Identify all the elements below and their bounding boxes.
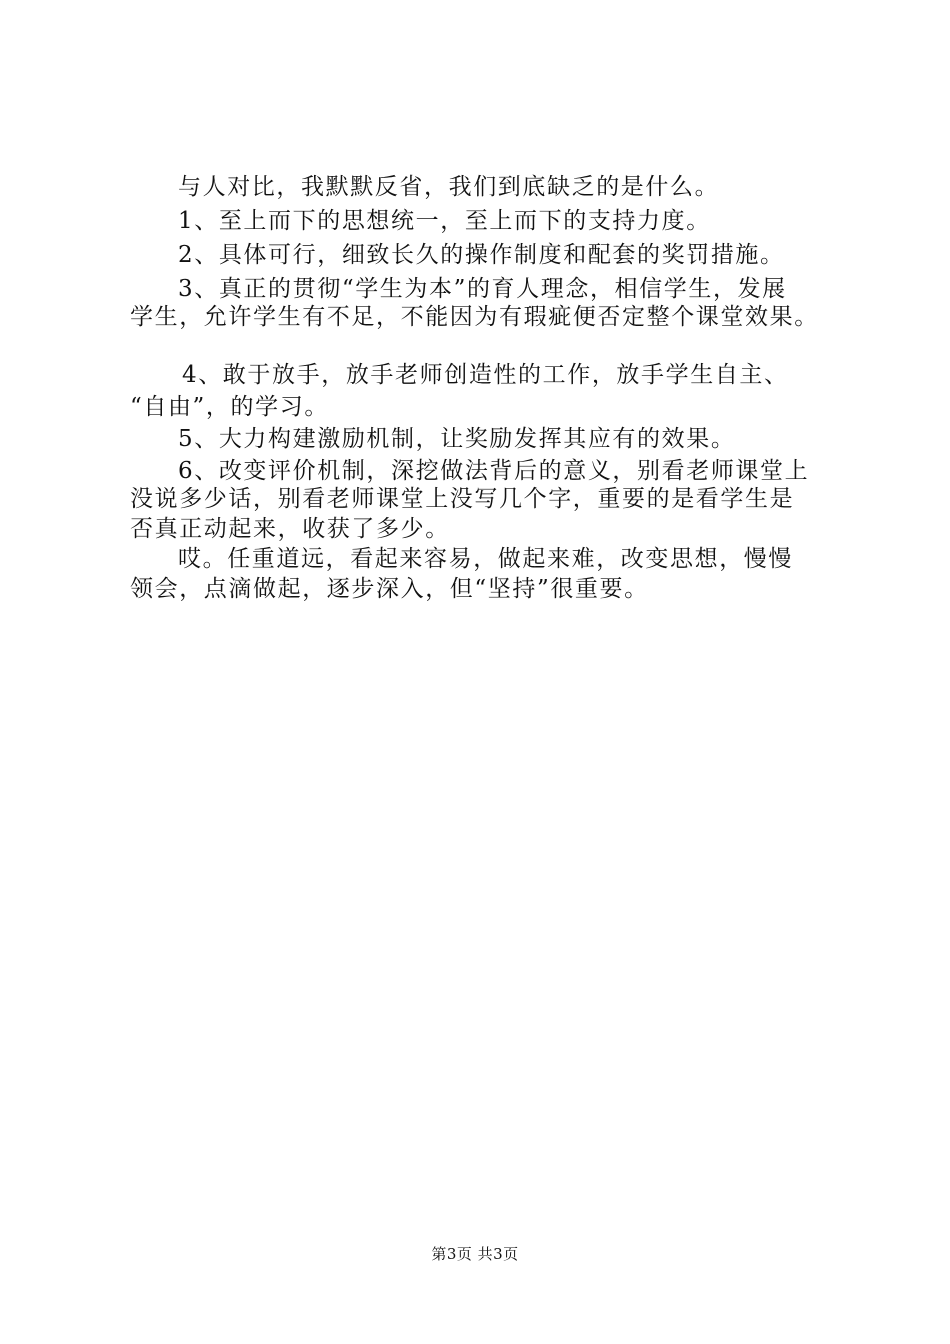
list-item-1: 1、至上而下的思想统一，至上而下的支持力度。 bbox=[178, 208, 711, 234]
list-item-3-line-1: 3、真正的贯彻“学生为本”的育人理念，相信学生，发展 bbox=[178, 276, 787, 302]
paragraph-intro: 与人对比，我默默反省，我们到底缺乏的是什么。 bbox=[178, 174, 720, 200]
list-item-3-line-2: 学生，允许学生有不足，不能因为有瑕疵便否定整个课堂效果。 bbox=[130, 304, 819, 330]
list-item-4-line-2: “自由”，的学习。 bbox=[130, 394, 329, 420]
list-item-6-line-3: 否真正动起来，收获了多少。 bbox=[130, 516, 450, 542]
paragraph-closing-line-1: 哎。任重道远，看起来容易，做起来难，改变思想，慢慢 bbox=[178, 546, 793, 572]
list-item-4-line-1: 4、敢于放手，放手老师创造性的工作，放手学生自主、 bbox=[182, 362, 789, 388]
list-item-5: 5、大力构建激励机制，让奖励发挥其应有的效果。 bbox=[178, 426, 736, 452]
paragraph-closing-line-2: 领会，点滴做起，逐步深入，但“坚持”很重要。 bbox=[130, 576, 649, 602]
list-item-6-line-2: 没说多少话，别看老师课堂上没写几个字，重要的是看学生是 bbox=[130, 486, 795, 512]
page-number-footer: 第3页 共3页 bbox=[431, 1245, 519, 1263]
list-item-2: 2、具体可行，细致长久的操作制度和配套的奖罚措施。 bbox=[178, 242, 785, 268]
list-item-6-line-1: 6、改变评价机制，深挖做法背后的意义，别看老师课堂上 bbox=[178, 458, 810, 484]
